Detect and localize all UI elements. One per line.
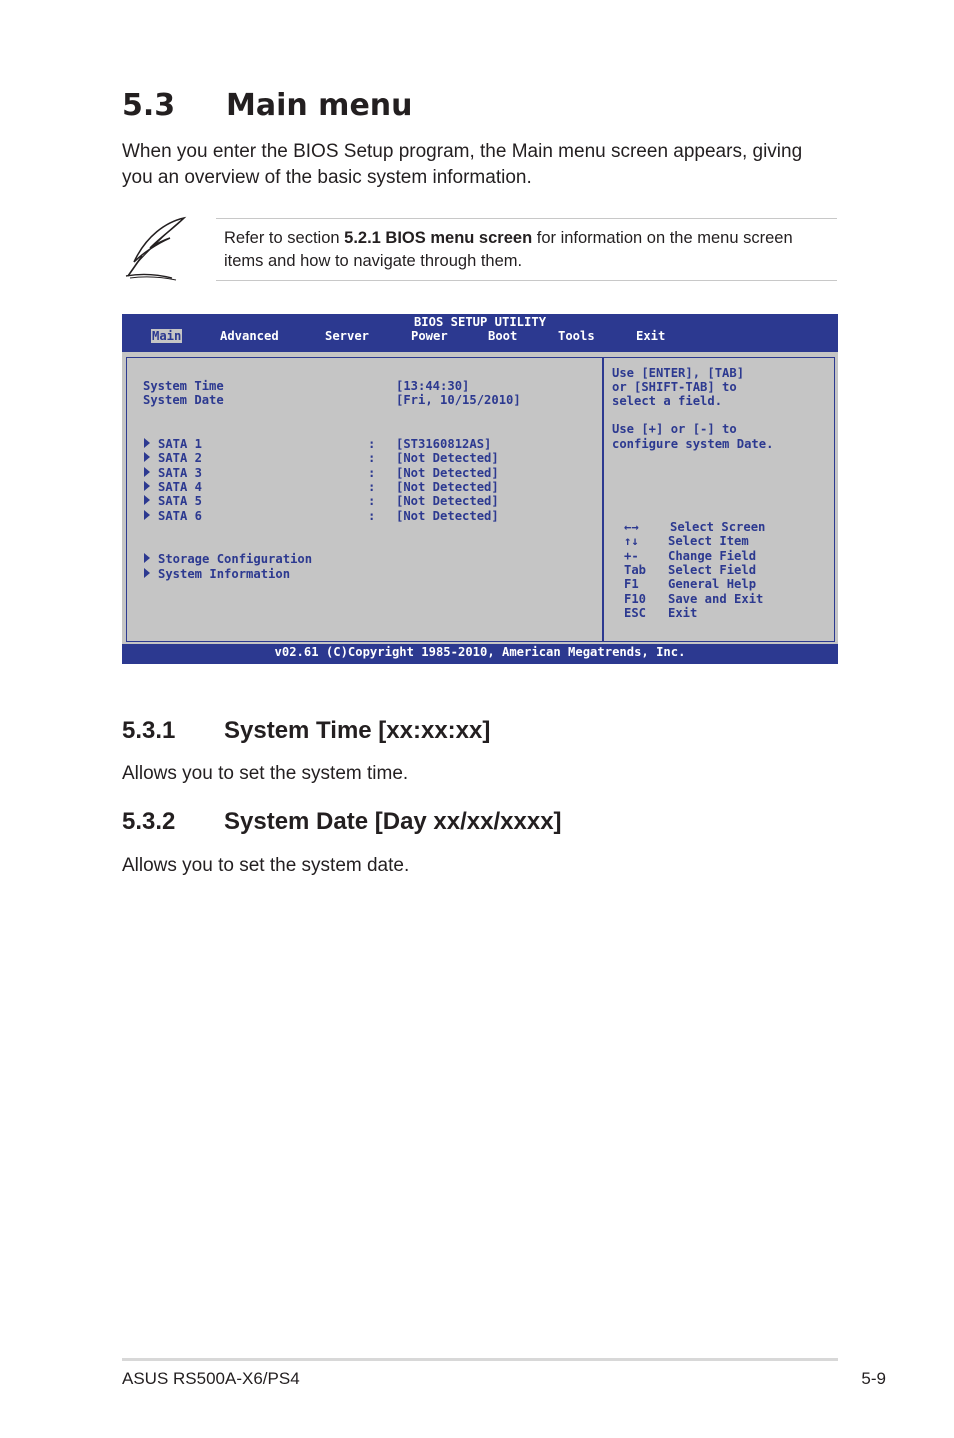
- help-line-2: or [SHIFT-TAB] to: [612, 380, 737, 394]
- help-line-6: configure system Date.: [612, 437, 774, 451]
- menu-tab-boot[interactable]: Boot: [488, 329, 518, 343]
- sata-3-sep: :: [368, 466, 376, 480]
- note-suffix: for information on the menu screen items and how to navigate through them.: [224, 229, 793, 270]
- subsection-number: 5.3.1: [122, 717, 176, 744]
- system-date-value[interactable]: [Fri, 10/15/2010]: [396, 393, 521, 407]
- sata-3-label[interactable]: SATA 3: [158, 466, 203, 480]
- subsection-title: System Time [xx:xx:xx]: [224, 717, 491, 744]
- sata-1-sep: :: [368, 437, 376, 451]
- bios-title: BIOS SETUP UTILITY: [413, 315, 547, 329]
- page-number: 5-9: [861, 1369, 886, 1388]
- sata-3-value: [Not Detected]: [396, 466, 499, 480]
- key-desc-save-exit: Save and Exit: [668, 592, 764, 606]
- submenu-arrow-icon: [144, 467, 150, 477]
- key-tab: Tab: [624, 563, 647, 577]
- sata-5-value: [Not Detected]: [396, 494, 499, 508]
- footer-product: ASUS RS500A-X6/PS4: [122, 1369, 300, 1388]
- note-reference: 5.2.1 BIOS menu screen: [344, 229, 533, 247]
- key-desc-change-field: Change Field: [668, 549, 757, 563]
- system-information-item[interactable]: System Information: [158, 567, 291, 581]
- key-f1: F1: [624, 577, 639, 591]
- sata-4-sep: :: [368, 480, 376, 494]
- sata-5-label[interactable]: SATA 5: [158, 494, 203, 508]
- key-desc-exit: Exit: [668, 606, 698, 620]
- sata-6-value: [Not Detected]: [396, 509, 499, 523]
- submenu-arrow-icon: [144, 495, 150, 505]
- section-title: Main menu: [226, 88, 413, 123]
- submenu-arrow-icon: [144, 438, 150, 448]
- footer-rule: [122, 1358, 838, 1361]
- system-time-value[interactable]: [13:44:30]: [396, 379, 470, 393]
- submenu-arrow-icon: [144, 553, 150, 563]
- menu-tab-exit[interactable]: Exit: [636, 329, 666, 343]
- note-bottom-rule: [216, 280, 837, 281]
- system-date-label[interactable]: System Date: [143, 393, 224, 407]
- intro-paragraph: When you enter the BIOS Setup program, the Main menu screen appears, giving you an overview of the basic system information.: [122, 141, 803, 188]
- bios-screen: [122, 314, 838, 664]
- sata-2-sep: :: [368, 451, 376, 465]
- sata-4-value: [Not Detected]: [396, 480, 499, 494]
- key-f10: F10: [624, 592, 647, 606]
- sata-6-sep: :: [368, 509, 376, 523]
- sata-5-sep: :: [368, 494, 376, 508]
- system-time-description: Allows you to set the system time.: [122, 763, 409, 784]
- note-prefix: Refer to section: [224, 229, 345, 247]
- system-time-label[interactable]: System Time: [143, 379, 224, 393]
- sata-6-label[interactable]: SATA 6: [158, 509, 203, 523]
- menu-tab-power[interactable]: Power: [411, 329, 448, 343]
- sata-1-label[interactable]: SATA 1: [158, 437, 203, 451]
- help-line-1: Use [ENTER], [TAB]: [612, 366, 745, 380]
- key-plus-minus: +-: [624, 549, 639, 563]
- subsection-title: System Date [Day xx/xx/xxxx]: [224, 808, 562, 835]
- up-down-arrows-icon: ↑↓: [624, 534, 639, 548]
- help-line-3: select a field.: [612, 394, 723, 408]
- sata-4-label[interactable]: SATA 4: [158, 480, 203, 494]
- subsection-number: 5.3.2: [122, 808, 176, 835]
- subsection-heading-time: [122, 717, 490, 745]
- submenu-arrow-icon: [144, 481, 150, 491]
- submenu-arrow-icon: [144, 452, 150, 462]
- key-desc-select-item: Select Item: [668, 534, 749, 548]
- system-date-description: Allows you to set the system date.: [122, 855, 410, 876]
- note-text: [224, 227, 832, 273]
- menu-tab-main[interactable]: Main: [152, 329, 182, 343]
- feather-pen-icon: [122, 214, 190, 282]
- key-esc: ESC: [624, 606, 647, 620]
- storage-configuration-item[interactable]: Storage Configuration: [158, 552, 313, 566]
- submenu-arrow-icon: [144, 510, 150, 520]
- section-number: 5.3: [122, 88, 176, 123]
- menu-tab-server[interactable]: Server: [325, 329, 370, 343]
- key-desc-general-help: General Help: [668, 577, 757, 591]
- key-desc-select-field: Select Field: [668, 563, 757, 577]
- sata-2-label[interactable]: SATA 2: [158, 451, 203, 465]
- subsection-heading-date: [122, 808, 562, 836]
- menu-tab-tools[interactable]: Tools: [558, 329, 595, 343]
- sata-1-value: [ST3160812AS]: [396, 437, 492, 451]
- submenu-arrow-icon: [144, 568, 150, 578]
- note-top-rule: [216, 218, 837, 219]
- left-right-arrows-icon: ←→: [624, 520, 639, 534]
- section-heading: [122, 88, 413, 123]
- help-line-5: Use [+] or [-] to: [612, 422, 737, 436]
- bios-copyright: v02.61 (C)Copyright 1985-2010, American Megatrends, Inc.: [122, 644, 838, 664]
- key-desc-select-screen: Select Screen: [670, 520, 766, 534]
- sata-2-value: [Not Detected]: [396, 451, 499, 465]
- menu-tab-advanced[interactable]: Advanced: [220, 329, 279, 343]
